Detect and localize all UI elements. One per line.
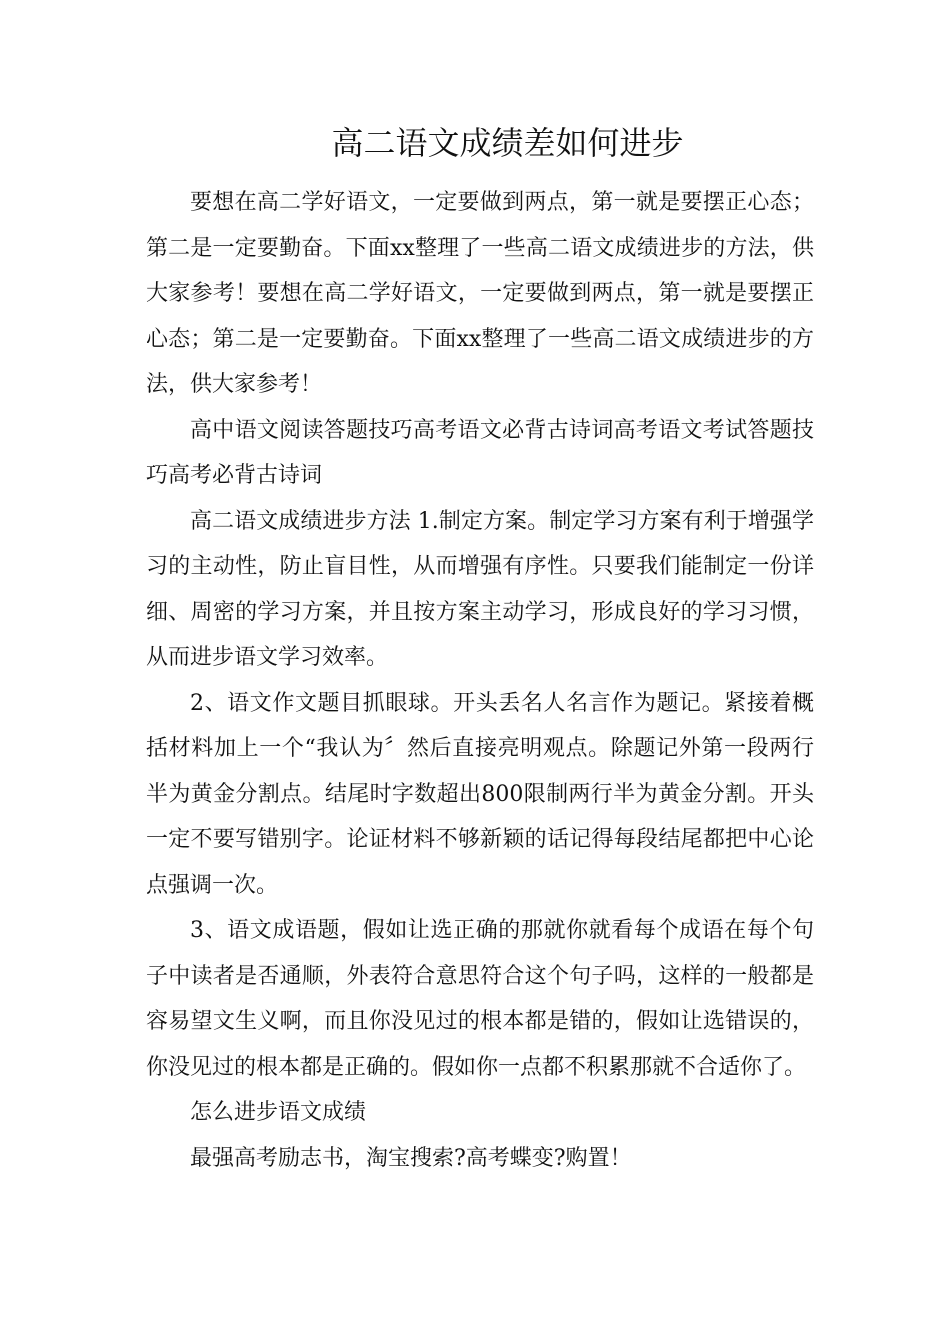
paragraph-intro: 要想在高二学好语文，一定要做到两点，第一就是要摆正心态；第二是一定要勤奋。下面xx整理了一些高二语文成绩进步的方法，供大家参考！要想在高二学好语文，一定要做到两点，第一就是要摆正心态；第二是一定要勤奋。下面xx整理了一些高二语文成绩进步的方法，供大家参考！ — [146, 190, 814, 397]
paragraph-method-1: 高二语文成绩进步方法 1.制定方案。制定学习方案有利于增强学习的主动性，防止盲目性，从而增强有序性。只要我们能制定一份详细、周密的学习方案，并且按方案主动学习，形成良好的学习习惯，从而进步语文学习效率。 — [146, 508, 814, 670]
paragraph-heading-improve: 怎么进步语文成绩 — [190, 1100, 367, 1125]
paragraph-related-links: 高中语文阅读答题技巧高考语文必背古诗词高考语文考试答题技巧高考必背古诗词 — [146, 417, 814, 488]
paragraph-method-2: 2、语文作文题目抓眼球。开头丢名人名言作为题记。紧接着概括材料加上一个“我认为〞然后直接亮明观点。除题记外第一段两行半为黄金分割点。结尾时字数超出800限制两行半为黄金分割。开头一定不要写错别字。论证材料不够新颖的话记得每段结尾都把中心论点强调一次。 — [146, 690, 814, 898]
paragraph-promo: 最强高考励志书，淘宝搜索?高考蝶变?购置！ — [190, 1145, 632, 1171]
document-title: 高二语文成绩差如何进步 — [331, 124, 684, 162]
document-body — [146, 180, 814, 1181]
paragraph-method-3: 3、语文成语题，假如让选正确的那就你就看每个成语在每个句子中读者是否通顺，外表符合意思符合这个句子吗，这样的一般都是容易望文生义啊，而且你没见过的根本都是错的，假如让选错误的，你没见过的根本都是正确的。假如你一点都不积累那就不合适你了。 — [146, 918, 814, 1080]
